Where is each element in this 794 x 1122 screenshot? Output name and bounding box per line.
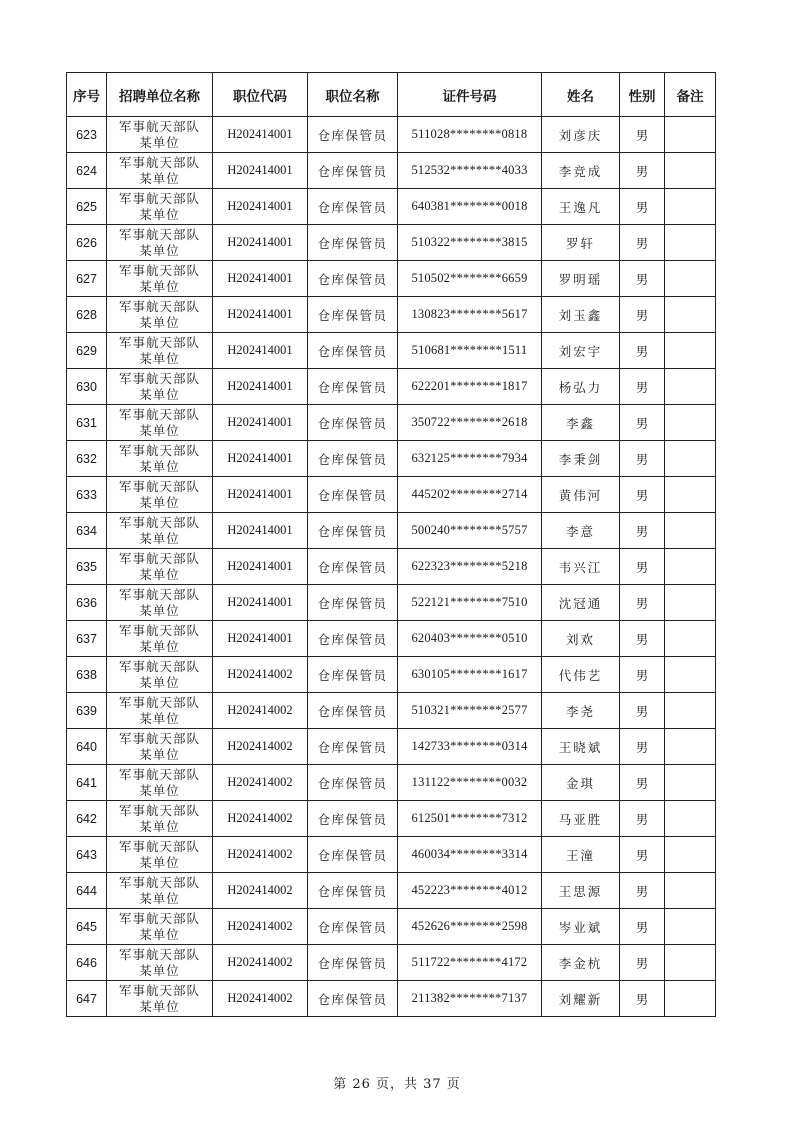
cell-code: H202414002 [213, 729, 308, 765]
table-row [67, 729, 716, 765]
cell-unit-line1: 军事航天部队 [118, 622, 200, 638]
cell-note [665, 549, 716, 585]
cell-note [665, 657, 716, 693]
cell-unit-line1: 军事航天部队 [118, 694, 200, 710]
cell-id-number: 510322********3815 [398, 225, 542, 261]
cell-unit-line2: 某单位 [139, 170, 180, 186]
cell-unit-line2: 某单位 [139, 854, 180, 870]
cell-unit [107, 369, 213, 405]
header-seq: 序号 [67, 73, 107, 117]
cell-unit-line2: 某单位 [139, 458, 180, 474]
cell-id-number: 512532********4033 [398, 153, 542, 189]
cell-code: H202414002 [213, 801, 308, 837]
cell-gender: 男 [620, 621, 665, 657]
cell-gender: 男 [620, 189, 665, 225]
cell-gender: 男 [620, 837, 665, 873]
cell-name: 金琪 [542, 765, 620, 801]
page-number-footer: 第 26 页，共 37 页 [333, 1077, 461, 1092]
cell-note [665, 369, 716, 405]
cell-note [665, 981, 716, 1017]
cell-position: 仓库保管员 [308, 981, 398, 1017]
cell-unit-line1: 军事航天部队 [118, 370, 200, 386]
cell-gender: 男 [620, 477, 665, 513]
cell-id-number: 622323********5218 [398, 549, 542, 585]
cell-id-number: 510681********1511 [398, 333, 542, 369]
cell-unit [107, 513, 213, 549]
cell-unit-line2: 某单位 [139, 782, 180, 798]
cell-name: 马亚胜 [542, 801, 620, 837]
cell-name: 黄伟河 [542, 477, 620, 513]
cell-name: 李尧 [542, 693, 620, 729]
cell-seq: 626 [67, 225, 107, 261]
table-row [67, 189, 716, 225]
cell-name: 李鑫 [542, 405, 620, 441]
cell-id-number: 142733********0314 [398, 729, 542, 765]
cell-unit-line2: 某单位 [139, 638, 180, 654]
table-row [67, 765, 716, 801]
cell-unit-line2: 某单位 [139, 350, 180, 366]
cell-unit [107, 873, 213, 909]
cell-note [665, 585, 716, 621]
cell-position: 仓库保管员 [308, 873, 398, 909]
table-row [67, 369, 716, 405]
cell-unit-line1: 军事航天部队 [118, 298, 200, 314]
cell-code: H202414001 [213, 477, 308, 513]
cell-gender: 男 [620, 693, 665, 729]
cell-note [665, 441, 716, 477]
cell-gender: 男 [620, 981, 665, 1017]
cell-code: H202414001 [213, 189, 308, 225]
cell-unit-line1: 军事航天部队 [118, 586, 200, 602]
cell-note [665, 477, 716, 513]
table-row [67, 981, 716, 1017]
cell-seq: 645 [67, 909, 107, 945]
cell-unit [107, 549, 213, 585]
table-row [67, 513, 716, 549]
cell-id-number: 452223********4012 [398, 873, 542, 909]
cell-unit-line1: 军事航天部队 [118, 946, 200, 962]
cell-name: 韦兴江 [542, 549, 620, 585]
cell-position: 仓库保管员 [308, 585, 398, 621]
cell-name: 罗轩 [542, 225, 620, 261]
cell-name: 李金杭 [542, 945, 620, 981]
cell-unit [107, 981, 213, 1017]
cell-unit-line2: 某单位 [139, 134, 180, 150]
table-row [67, 621, 716, 657]
cell-code: H202414001 [213, 585, 308, 621]
cell-gender: 男 [620, 729, 665, 765]
cell-id-number: 131122********0032 [398, 765, 542, 801]
cell-unit-line1: 军事航天部队 [118, 118, 200, 134]
cell-unit-line2: 某单位 [139, 278, 180, 294]
cell-seq: 641 [67, 765, 107, 801]
header-unit: 招聘单位名称 [107, 73, 213, 117]
cell-seq: 624 [67, 153, 107, 189]
cell-unit-line2: 某单位 [139, 566, 180, 582]
cell-code: H202414002 [213, 873, 308, 909]
cell-name: 刘耀新 [542, 981, 620, 1017]
cell-id-number: 500240********5757 [398, 513, 542, 549]
cell-position: 仓库保管员 [308, 441, 398, 477]
cell-name: 杨弘力 [542, 369, 620, 405]
cell-unit-line1: 军事航天部队 [118, 982, 200, 998]
cell-id-number: 620403********0510 [398, 621, 542, 657]
cell-gender: 男 [620, 657, 665, 693]
cell-note [665, 837, 716, 873]
cell-seq: 646 [67, 945, 107, 981]
cell-unit [107, 657, 213, 693]
cell-gender: 男 [620, 405, 665, 441]
cell-seq: 629 [67, 333, 107, 369]
cell-position: 仓库保管员 [308, 189, 398, 225]
cell-unit [107, 405, 213, 441]
cell-position: 仓库保管员 [308, 837, 398, 873]
cell-gender: 男 [620, 117, 665, 153]
cell-unit-line2: 某单位 [139, 926, 180, 942]
cell-name: 李意 [542, 513, 620, 549]
cell-unit [107, 441, 213, 477]
cell-code: H202414002 [213, 909, 308, 945]
cell-seq: 633 [67, 477, 107, 513]
cell-position: 仓库保管员 [308, 693, 398, 729]
cell-note [665, 153, 716, 189]
cell-code: H202414001 [213, 441, 308, 477]
cell-seq: 640 [67, 729, 107, 765]
table-row [67, 693, 716, 729]
cell-name: 王晓斌 [542, 729, 620, 765]
cell-code: H202414001 [213, 261, 308, 297]
cell-id-number: 510321********2577 [398, 693, 542, 729]
table-row [67, 153, 716, 189]
cell-note [665, 909, 716, 945]
table-row [67, 225, 716, 261]
cell-seq: 638 [67, 657, 107, 693]
cell-seq: 631 [67, 405, 107, 441]
cell-note [665, 117, 716, 153]
cell-gender: 男 [620, 261, 665, 297]
table-row [67, 945, 716, 981]
cell-seq: 637 [67, 621, 107, 657]
cell-unit-line1: 军事航天部队 [118, 262, 200, 278]
cell-position: 仓库保管员 [308, 477, 398, 513]
cell-unit-line1: 军事航天部队 [118, 334, 200, 350]
cell-position: 仓库保管员 [308, 945, 398, 981]
table-body [67, 117, 716, 1017]
cell-code: H202414001 [213, 117, 308, 153]
cell-id-number: 445202********2714 [398, 477, 542, 513]
cell-unit [107, 945, 213, 981]
cell-id-number: 630105********1617 [398, 657, 542, 693]
cell-note [665, 261, 716, 297]
cell-note [665, 945, 716, 981]
cell-unit-line2: 某单位 [139, 494, 180, 510]
cell-id-number: 511722********4172 [398, 945, 542, 981]
cell-id-number: 522121********7510 [398, 585, 542, 621]
cell-code: H202414001 [213, 225, 308, 261]
cell-position: 仓库保管员 [308, 765, 398, 801]
cell-gender: 男 [620, 765, 665, 801]
cell-code: H202414001 [213, 513, 308, 549]
cell-unit-line1: 军事航天部队 [118, 550, 200, 566]
cell-gender: 男 [620, 945, 665, 981]
cell-id-number: 211382********7137 [398, 981, 542, 1017]
cell-name: 罗明瑶 [542, 261, 620, 297]
cell-name: 刘宏宇 [542, 333, 620, 369]
cell-code: H202414001 [213, 405, 308, 441]
cell-name: 王潼 [542, 837, 620, 873]
cell-unit [107, 693, 213, 729]
header-note: 备注 [665, 73, 716, 117]
cell-code: H202414002 [213, 693, 308, 729]
table-header-row [67, 73, 716, 117]
cell-id-number: 640381********0018 [398, 189, 542, 225]
table-row [67, 585, 716, 621]
cell-position: 仓库保管员 [308, 801, 398, 837]
cell-unit [107, 333, 213, 369]
cell-unit-line2: 某单位 [139, 242, 180, 258]
cell-unit [107, 837, 213, 873]
cell-gender: 男 [620, 153, 665, 189]
cell-unit-line1: 军事航天部队 [118, 406, 200, 422]
cell-position: 仓库保管员 [308, 549, 398, 585]
cell-note [665, 189, 716, 225]
cell-name: 刘欢 [542, 621, 620, 657]
cell-name: 刘玉鑫 [542, 297, 620, 333]
cell-unit-line1: 军事航天部队 [118, 154, 200, 170]
cell-name: 岑业斌 [542, 909, 620, 945]
cell-gender: 男 [620, 909, 665, 945]
cell-unit-line2: 某单位 [139, 530, 180, 546]
cell-id-number: 511028********0818 [398, 117, 542, 153]
cell-position: 仓库保管员 [308, 333, 398, 369]
cell-gender: 男 [620, 225, 665, 261]
cell-unit [107, 261, 213, 297]
cell-seq: 636 [67, 585, 107, 621]
cell-note [665, 405, 716, 441]
cell-unit [107, 297, 213, 333]
cell-gender: 男 [620, 873, 665, 909]
cell-position: 仓库保管员 [308, 405, 398, 441]
cell-code: H202414001 [213, 369, 308, 405]
table-row [67, 837, 716, 873]
cell-name: 刘彦庆 [542, 117, 620, 153]
table-row [67, 801, 716, 837]
cell-id-number: 452626********2598 [398, 909, 542, 945]
table-row [67, 657, 716, 693]
cell-seq: 623 [67, 117, 107, 153]
cell-unit-line2: 某单位 [139, 998, 180, 1014]
cell-code: H202414002 [213, 945, 308, 981]
cell-unit-line2: 某单位 [139, 314, 180, 330]
cell-seq: 627 [67, 261, 107, 297]
cell-position: 仓库保管员 [308, 153, 398, 189]
cell-unit-line2: 某单位 [139, 710, 180, 726]
cell-unit-line1: 军事航天部队 [118, 478, 200, 494]
cell-unit [107, 477, 213, 513]
cell-unit-line2: 某单位 [139, 818, 180, 834]
cell-seq: 628 [67, 297, 107, 333]
cell-seq: 647 [67, 981, 107, 1017]
cell-unit-line1: 军事航天部队 [118, 838, 200, 854]
cell-position: 仓库保管员 [308, 261, 398, 297]
cell-seq: 632 [67, 441, 107, 477]
cell-gender: 男 [620, 369, 665, 405]
cell-unit-line2: 某单位 [139, 962, 180, 978]
cell-position: 仓库保管员 [308, 729, 398, 765]
cell-unit-line2: 某单位 [139, 602, 180, 618]
cell-id-number: 632125********7934 [398, 441, 542, 477]
cell-name: 李竞成 [542, 153, 620, 189]
cell-code: H202414001 [213, 297, 308, 333]
cell-note [665, 513, 716, 549]
cell-code: H202414002 [213, 765, 308, 801]
cell-gender: 男 [620, 801, 665, 837]
cell-seq: 639 [67, 693, 107, 729]
cell-seq: 634 [67, 513, 107, 549]
cell-unit [107, 909, 213, 945]
cell-seq: 644 [67, 873, 107, 909]
cell-note [665, 729, 716, 765]
cell-unit-line1: 军事航天部队 [118, 910, 200, 926]
cell-note [665, 765, 716, 801]
cell-id-number: 460034********3314 [398, 837, 542, 873]
table-row [67, 477, 716, 513]
cell-position: 仓库保管员 [308, 621, 398, 657]
header-position: 职位名称 [308, 73, 398, 117]
cell-note [665, 225, 716, 261]
cell-seq: 643 [67, 837, 107, 873]
cell-position: 仓库保管员 [308, 513, 398, 549]
cell-gender: 男 [620, 297, 665, 333]
cell-unit-line1: 军事航天部队 [118, 802, 200, 818]
cell-unit [107, 621, 213, 657]
cell-seq: 630 [67, 369, 107, 405]
cell-unit-line2: 某单位 [139, 422, 180, 438]
table-row [67, 909, 716, 945]
cell-unit-line1: 军事航天部队 [118, 514, 200, 530]
cell-note [665, 333, 716, 369]
cell-gender: 男 [620, 513, 665, 549]
table-row [67, 873, 716, 909]
header-id-number: 证件号码 [398, 73, 542, 117]
cell-unit-line1: 军事航天部队 [118, 442, 200, 458]
table-row [67, 441, 716, 477]
cell-name: 沈冠通 [542, 585, 620, 621]
cell-unit-line1: 军事航天部队 [118, 766, 200, 782]
cell-seq: 625 [67, 189, 107, 225]
cell-gender: 男 [620, 585, 665, 621]
header-name: 姓名 [542, 73, 620, 117]
cell-note [665, 621, 716, 657]
cell-id-number: 612501********7312 [398, 801, 542, 837]
header-code: 职位代码 [213, 73, 308, 117]
cell-code: H202414001 [213, 549, 308, 585]
table-row [67, 261, 716, 297]
cell-unit-line2: 某单位 [139, 386, 180, 402]
cell-unit-line2: 某单位 [139, 674, 180, 690]
table-row [67, 333, 716, 369]
table-row [67, 117, 716, 153]
cell-position: 仓库保管员 [308, 297, 398, 333]
header-gender: 性别 [620, 73, 665, 117]
cell-name: 王逸凡 [542, 189, 620, 225]
cell-name: 王思源 [542, 873, 620, 909]
cell-code: H202414001 [213, 153, 308, 189]
cell-seq: 635 [67, 549, 107, 585]
cell-unit [107, 729, 213, 765]
cell-position: 仓库保管员 [308, 909, 398, 945]
cell-gender: 男 [620, 441, 665, 477]
cell-unit [107, 225, 213, 261]
cell-name: 代伟艺 [542, 657, 620, 693]
cell-unit [107, 801, 213, 837]
cell-position: 仓库保管员 [308, 369, 398, 405]
cell-note [665, 297, 716, 333]
cell-code: H202414002 [213, 657, 308, 693]
cell-name: 李秉剑 [542, 441, 620, 477]
cell-id-number: 350722********2618 [398, 405, 542, 441]
cell-unit-line2: 某单位 [139, 890, 180, 906]
cell-seq: 642 [67, 801, 107, 837]
cell-unit-line1: 军事航天部队 [118, 730, 200, 746]
cell-note [665, 873, 716, 909]
cell-unit-line1: 军事航天部队 [118, 658, 200, 674]
candidate-table [66, 72, 716, 1017]
cell-unit-line1: 军事航天部队 [118, 190, 200, 206]
cell-position: 仓库保管员 [308, 117, 398, 153]
cell-unit [107, 189, 213, 225]
cell-code: H202414002 [213, 837, 308, 873]
cell-unit-line2: 某单位 [139, 206, 180, 222]
cell-gender: 男 [620, 333, 665, 369]
cell-gender: 男 [620, 549, 665, 585]
cell-code: H202414002 [213, 981, 308, 1017]
cell-note [665, 693, 716, 729]
cell-unit [107, 117, 213, 153]
cell-code: H202414001 [213, 333, 308, 369]
cell-position: 仓库保管员 [308, 225, 398, 261]
cell-position: 仓库保管员 [308, 657, 398, 693]
cell-id-number: 130823********5617 [398, 297, 542, 333]
cell-unit-line2: 某单位 [139, 746, 180, 762]
table-row [67, 405, 716, 441]
cell-unit [107, 153, 213, 189]
cell-unit [107, 765, 213, 801]
cell-code: H202414001 [213, 621, 308, 657]
cell-note [665, 801, 716, 837]
cell-unit [107, 585, 213, 621]
cell-unit-line1: 军事航天部队 [118, 874, 200, 890]
cell-id-number: 510502********6659 [398, 261, 542, 297]
cell-id-number: 622201********1817 [398, 369, 542, 405]
cell-unit-line1: 军事航天部队 [118, 226, 200, 242]
table-row [67, 549, 716, 585]
table-row [67, 297, 716, 333]
